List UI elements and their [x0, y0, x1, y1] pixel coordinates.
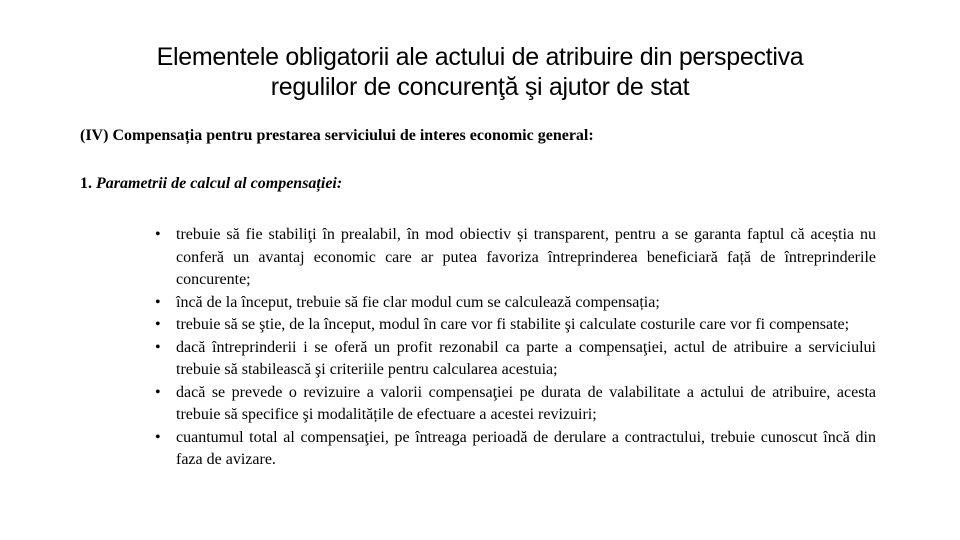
bullet-icon: • — [155, 226, 161, 243]
bullet-icon: • — [155, 316, 161, 333]
bullet-list — [150, 224, 876, 472]
bullet-item — [150, 224, 876, 292]
bullet-icon: • — [155, 428, 161, 446]
slide-title — [60, 42, 900, 102]
bullet-item — [150, 314, 876, 337]
bullet-text: dacă întreprinderii i se oferă un profit rezonabil ca parte a compensaţiei, actul de atribuire a serviciului trebuie să stabilească şi criteriile pentru calcularea acestuia; — [176, 338, 876, 378]
bullet-text: cuantumul total al compensaţiei, pe întreaga perioadă de derulare a contractului, trebuie cunoscut încă din faza de avizare. — [176, 428, 876, 468]
bullet-text: încă de la început, trebuie să fie clar modul cum se calculează compensația; — [176, 293, 660, 311]
bullet-icon: • — [155, 293, 161, 311]
bullet-item — [150, 337, 876, 382]
bullet-icon: • — [155, 338, 161, 356]
bullet-item — [150, 427, 876, 472]
subheading-text: Parametrii de calcul al compensației: — [96, 175, 343, 192]
bullet-item — [150, 292, 876, 315]
bullet-text: trebuie să se ştie, de la început, modul în care vor fi stabilite şi calculate costurile care vor fi compensate; — [176, 316, 850, 333]
bullet-item — [150, 382, 876, 427]
section-subheading — [80, 174, 342, 194]
title-line-1: Elementele obligatorii ale actului de atribuire din perspectiva — [156, 43, 804, 71]
bullet-text: trebuie să fie stabiliţi în prealabil, în mod obiectiv și transparent, pentru a se garanta faptul că aceștia nu conferă un avantaj economic care ar putea favoriza întreprinderea beneficiară față de întreprinderile concurente; — [176, 226, 876, 288]
bullet-icon: • — [155, 383, 161, 401]
bullet-text: dacă se prevede o revizuire a valorii compensaţiei pe durata de valabilitate a actului de atribuire, acesta trebuie să specifice şi modalitățile de efectuare a acestei revizuiri; — [176, 383, 876, 423]
subheading-number: 1. — [80, 175, 92, 192]
title-line-2: regulilor de concurenţă şi ajutor de stat — [270, 73, 690, 101]
section-heading: (IV) Compensația pentru prestarea serviciului de interes economic general: — [80, 127, 594, 144]
